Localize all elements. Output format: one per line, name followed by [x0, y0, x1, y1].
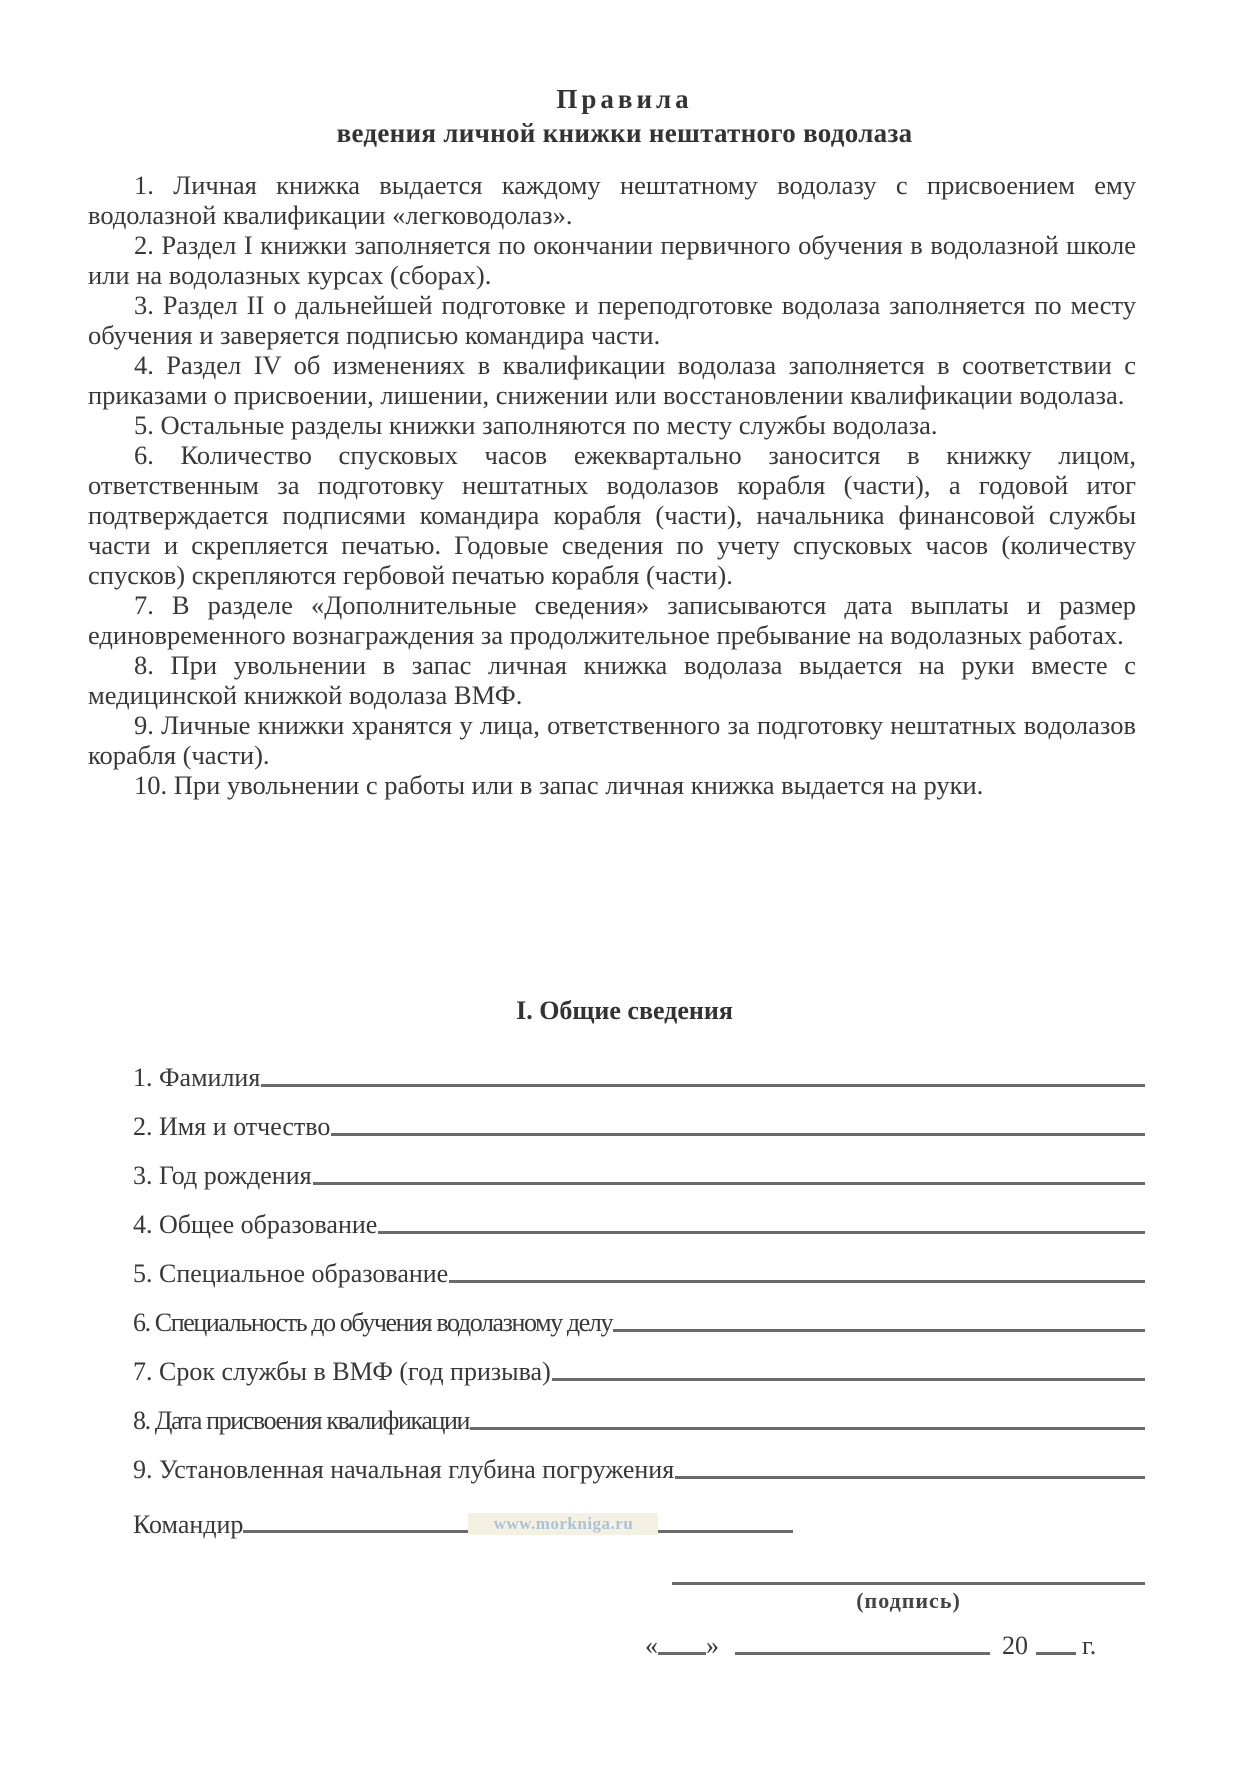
field-label: 2. Имя и отчество [133, 1112, 331, 1141]
birth-year-blank[interactable] [313, 1182, 1145, 1185]
year-suffix: г. [1082, 1631, 1097, 1660]
form-field-general-education [133, 1193, 1145, 1242]
signature-blank[interactable] [672, 1582, 1145, 1585]
form-field-special-education [133, 1242, 1145, 1291]
field-label: 5. Специальное образование [133, 1259, 449, 1288]
rule-item: 10. При увольнении с работы или в запас личная книжка выдается на руки. [134, 770, 984, 800]
field-label: 3. Год рождения [133, 1161, 312, 1190]
day-blank[interactable] [658, 1626, 706, 1655]
rule-item: 2. Раздел I книжки заполняется по окончании первичного обучения в водолазной школе или на водолазных курсах (сборах). [88, 230, 1136, 290]
form-field-surname [133, 1046, 1145, 1095]
surname-blank[interactable] [261, 1084, 1145, 1087]
rule-item: 4. Раздел IV об изменениях в квалификации водолаза заполняется в соответствии с приказами о присвоении, лишении, снижении или восстановлении квалификации водолаза. [88, 350, 1136, 410]
field-label: 9. Установленная начальная глубина погружения [133, 1455, 675, 1484]
date-open-quote: « [645, 1631, 658, 1660]
document-title: Правила [556, 84, 693, 114]
year-blank[interactable] [1036, 1626, 1076, 1655]
rule-item: 5. Остальные разделы книжки заполняются по месту службы водолаза. [134, 410, 938, 440]
rule-item: 1. Личная книжка выдается каждому нештатному водолазу с присвоением ему водолазной квалификации «легководолаз». [88, 170, 1136, 230]
rule-item: 6. Количество спусковых часов ежеквартально заносится в книжку лицом, ответственным за подготовку нештатных водолазов корабля (части), а годовой итог подтверждается подписями командира корабля (части), начальника финансовой службы части и скрепляется печатью. Годовые сведения по учету спусковых часов (количеству спусков) скрепляются гербовой печатью корабля (части). [88, 440, 1136, 590]
signature-caption: (подпись) [856, 1588, 961, 1613]
rule-item: 9. Личные книжки хранятся у лица, ответственного за подготовку нештатных водолазов корабля (части). [88, 710, 1136, 770]
commander-label: Командир [133, 1510, 244, 1539]
commander-blank[interactable] [243, 1500, 793, 1533]
form-field-service-term [133, 1340, 1145, 1389]
field-label: 8. Дата присвоения квалификации [133, 1406, 470, 1435]
form-field-prior-specialty [133, 1291, 1145, 1340]
general-education-blank[interactable] [378, 1231, 1145, 1234]
name-patronymic-blank[interactable] [331, 1133, 1145, 1136]
field-label: 4. Общее образование [133, 1210, 378, 1239]
rule-item: 3. Раздел II о дальнейшей подготовке и переподготовке водолаза заполняется по месту обучения и заверяется подписью командира части. [88, 290, 1136, 350]
field-label: 7. Срок службы в ВМФ (год призыва) [133, 1357, 551, 1386]
document-subtitle: ведения личной книжки нештатного водолаза [336, 118, 913, 148]
commander-row [133, 1500, 793, 1540]
qualification-date-blank[interactable] [470, 1427, 1145, 1430]
month-blank[interactable] [735, 1626, 990, 1655]
form-field-name-patronymic [133, 1095, 1145, 1144]
year-prefix: 20 [1002, 1631, 1028, 1660]
field-label: 1. Фамилия [133, 1063, 261, 1092]
form-field-initial-depth [133, 1438, 1145, 1487]
initial-depth-blank[interactable] [675, 1476, 1145, 1479]
general-info-form [133, 1046, 1145, 1487]
field-label: 6. Специальность до обучения водолазному делу [133, 1308, 613, 1337]
date-row [645, 1626, 1145, 1661]
section-title: I. Общие сведения [516, 996, 733, 1025]
prior-specialty-blank[interactable] [613, 1329, 1145, 1332]
form-field-qualification-date [133, 1389, 1145, 1438]
rule-item: 7. В разделе «Дополнительные сведения» записываются дата выплаты и размер единовременного вознаграждения за продолжительное пребывание на водолазных работах. [88, 590, 1136, 650]
form-field-birth-year [133, 1144, 1145, 1193]
rules-list [88, 170, 1136, 800]
date-close-quote: » [706, 1631, 719, 1660]
special-education-blank[interactable] [449, 1280, 1145, 1283]
service-term-blank[interactable] [552, 1378, 1145, 1381]
watermark: www.morkniga.ru [468, 1513, 658, 1535]
rule-item: 8. При увольнении в запас личная книжка водолаза выдается на руки вместе с медицинской книжкой водолаза ВМФ. [88, 650, 1136, 710]
